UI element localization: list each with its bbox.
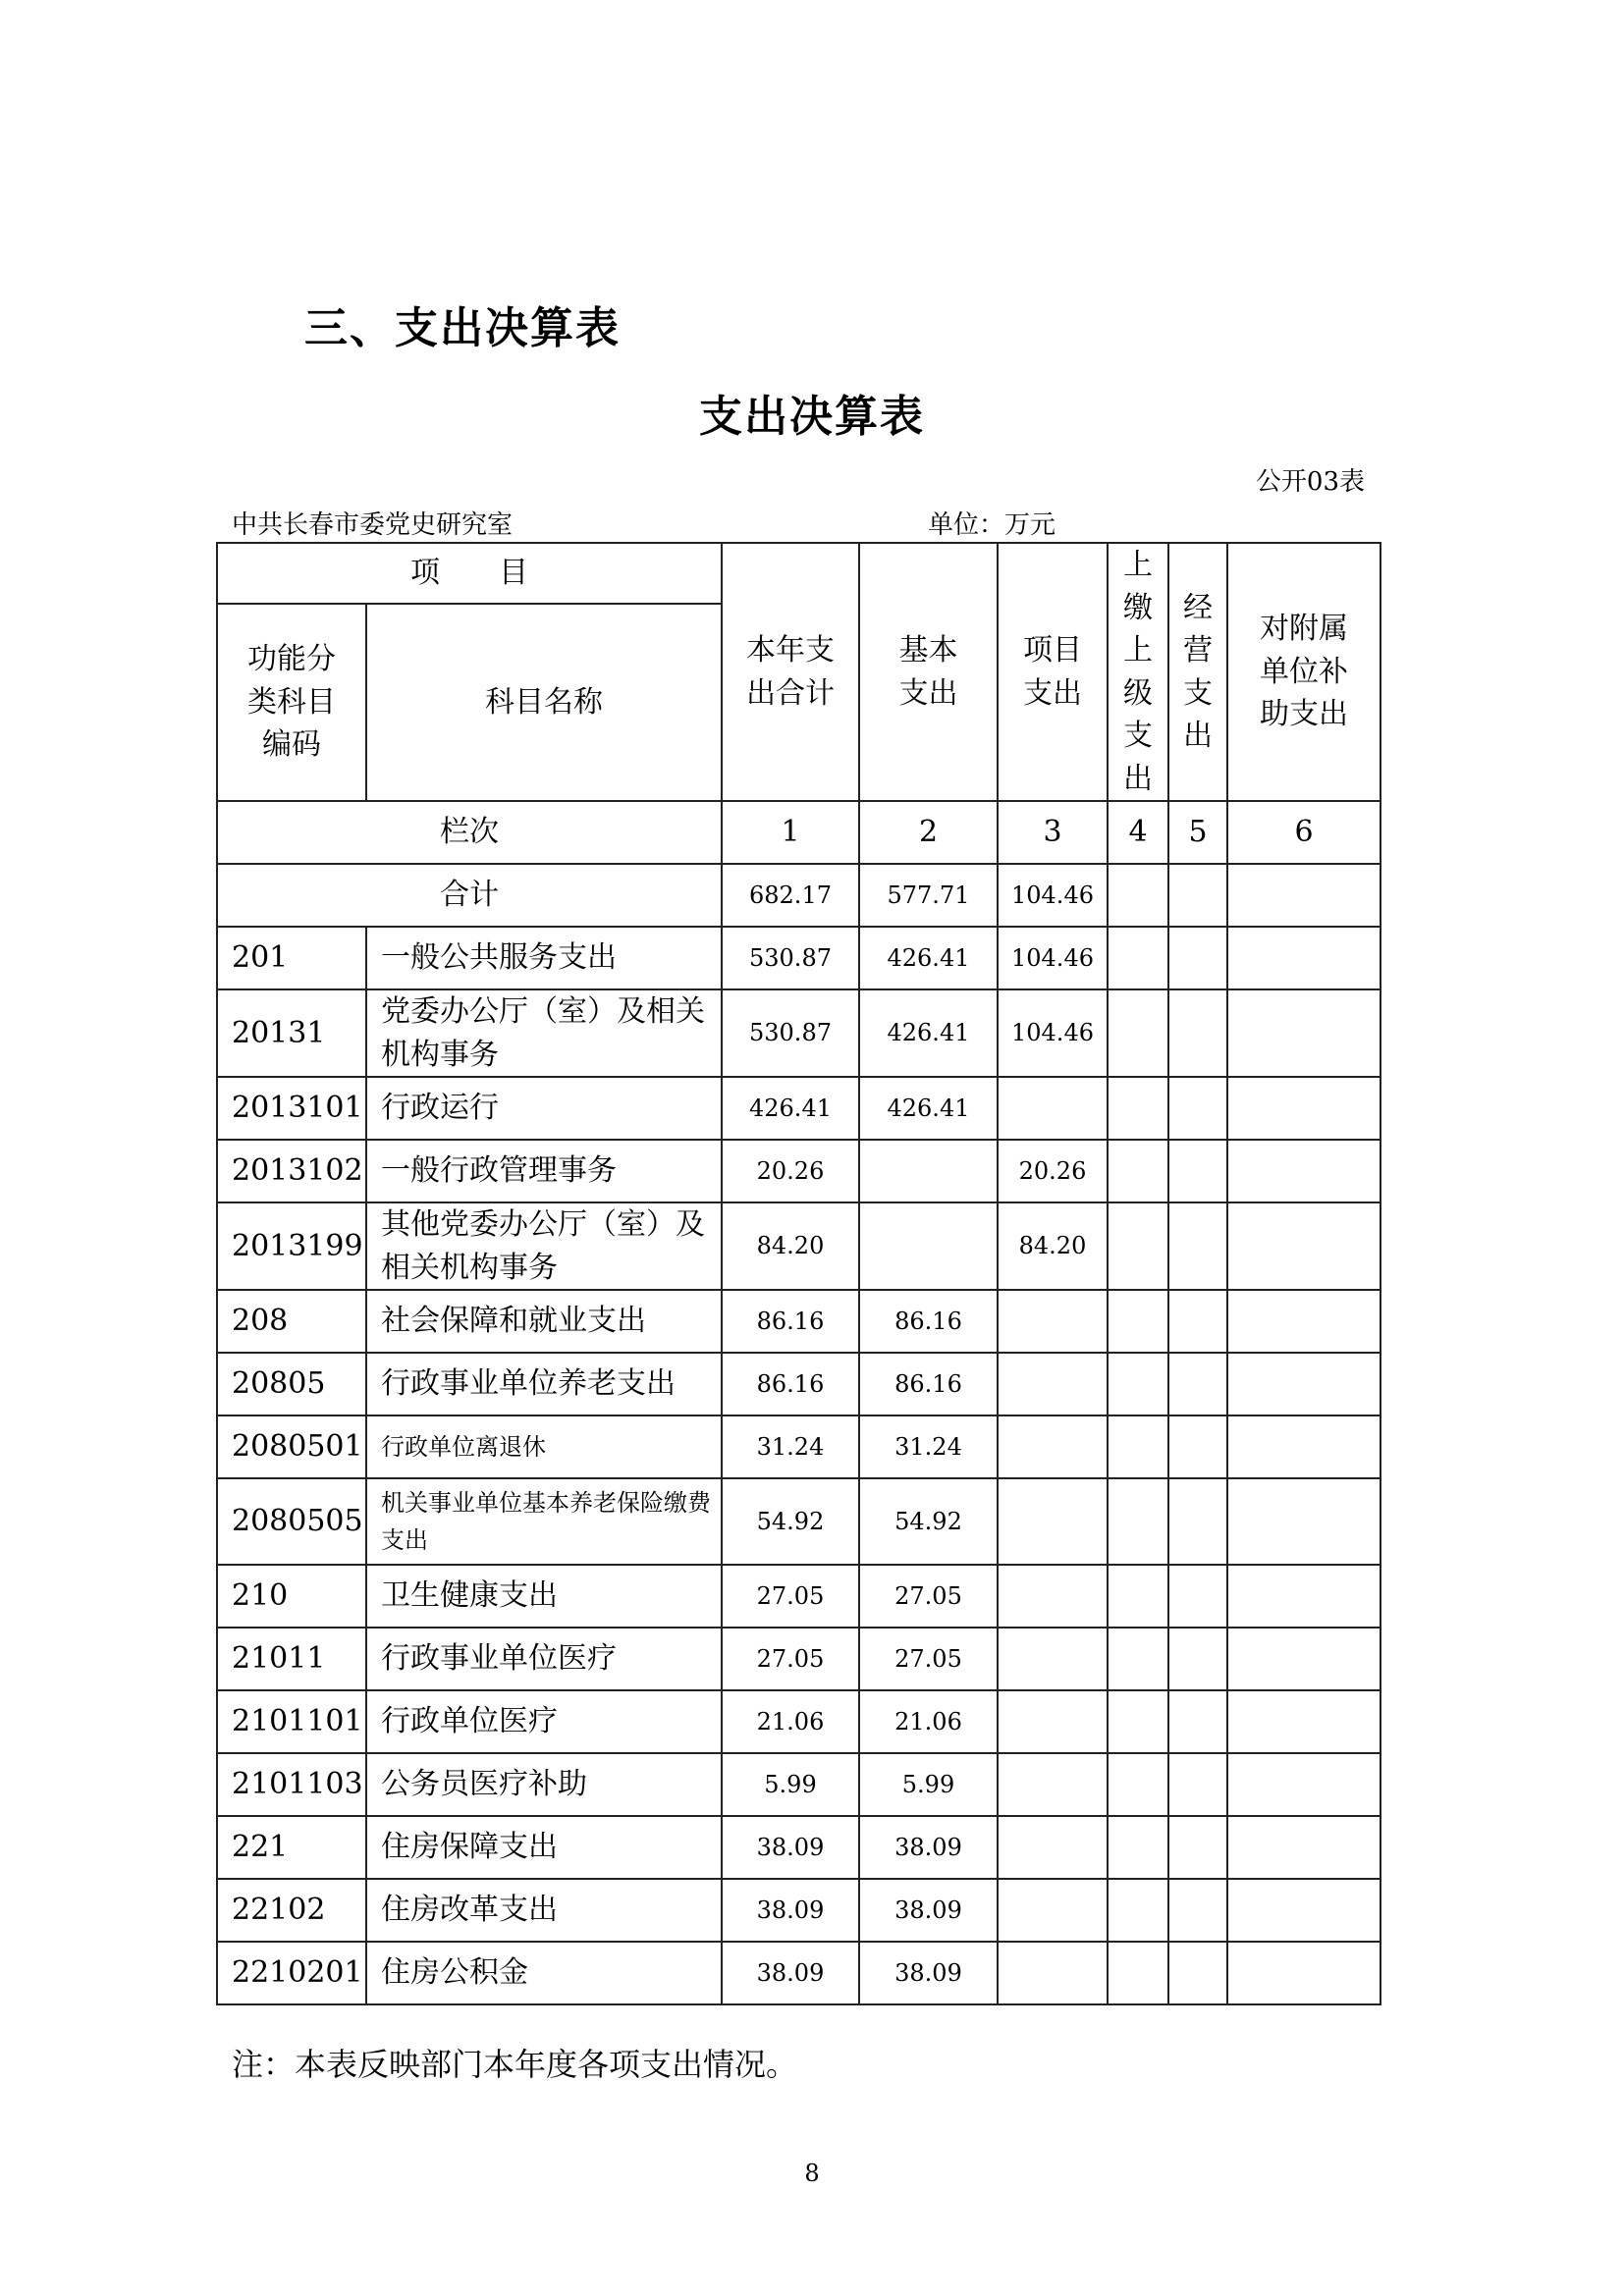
row-project xyxy=(998,1690,1108,1753)
row-business xyxy=(1168,1353,1227,1415)
row-subsidy xyxy=(1227,1942,1380,2004)
table-title: 支出决算表 xyxy=(699,392,925,442)
row-project xyxy=(998,1290,1108,1353)
table-row xyxy=(217,1202,1380,1290)
row-upper xyxy=(1108,1202,1168,1290)
row-project xyxy=(998,1415,1108,1478)
column-number: 5 xyxy=(1168,801,1227,864)
expenditure-table xyxy=(216,542,1381,2005)
row-name: 社会保障和就业支出 xyxy=(366,1290,722,1353)
table-row xyxy=(217,1353,1380,1415)
row-code: 2080501 xyxy=(217,1415,366,1478)
page-number: 8 xyxy=(804,2160,820,2187)
row-total: 27.05 xyxy=(722,1628,859,1690)
row-upper xyxy=(1108,1690,1168,1753)
row-upper xyxy=(1108,1353,1168,1415)
row-project: 20.26 xyxy=(998,1140,1108,1202)
table-note: 注：本表反映部门本年度各项支出情况。 xyxy=(232,2046,798,2083)
row-basic xyxy=(859,1140,998,1202)
row-code: 2101101 xyxy=(217,1690,366,1753)
row-subsidy xyxy=(1227,1565,1380,1628)
column-number: 2 xyxy=(859,801,998,864)
row-subsidy xyxy=(1227,1415,1380,1478)
row-business xyxy=(1168,1415,1227,1478)
row-upper xyxy=(1108,1628,1168,1690)
row-code: 21011 xyxy=(217,1628,366,1690)
row-business xyxy=(1168,927,1227,989)
row-basic xyxy=(859,1202,998,1290)
row-code: 2013102 xyxy=(217,1140,366,1202)
row-upper xyxy=(1108,1290,1168,1353)
row-business xyxy=(1168,1879,1227,1942)
row-name: 行政运行 xyxy=(366,1077,722,1140)
table-row xyxy=(217,1879,1380,1942)
sum-basic: 577.71 xyxy=(859,864,998,927)
row-subsidy xyxy=(1227,1140,1380,1202)
row-total: 27.05 xyxy=(722,1565,859,1628)
row-code: 210 xyxy=(217,1565,366,1628)
row-subsidy xyxy=(1227,1290,1380,1353)
header-subsidy: 对附属 单位补 助支出 xyxy=(1227,543,1380,801)
row-upper xyxy=(1108,1816,1168,1879)
table-row xyxy=(217,1628,1380,1690)
row-total: 21.06 xyxy=(722,1690,859,1753)
sum-label: 合计 xyxy=(217,864,722,927)
row-total: 5.99 xyxy=(722,1753,859,1816)
header-upper: 上 缴 上 级 支 出 xyxy=(1108,543,1168,801)
header-project: 项目 支出 xyxy=(998,543,1108,801)
row-project: 84.20 xyxy=(998,1202,1108,1290)
row-total: 530.87 xyxy=(722,927,859,989)
row-total: 31.24 xyxy=(722,1415,859,1478)
row-subsidy xyxy=(1227,1628,1380,1690)
row-code: 201 xyxy=(217,927,366,989)
sum-upper xyxy=(1108,864,1168,927)
row-project xyxy=(998,1628,1108,1690)
row-subsidy xyxy=(1227,1753,1380,1816)
row-basic: 426.41 xyxy=(859,1077,998,1140)
row-upper xyxy=(1108,1879,1168,1942)
column-number-row xyxy=(217,801,1380,864)
row-name: 行政事业单位医疗 xyxy=(366,1628,722,1690)
row-project: 104.46 xyxy=(998,927,1108,989)
row-total: 86.16 xyxy=(722,1290,859,1353)
organization-name: 中共长春市委党史研究室 xyxy=(232,510,514,540)
row-name: 行政单位离退休 xyxy=(366,1415,722,1478)
table-row xyxy=(217,1478,1380,1565)
row-business xyxy=(1168,1753,1227,1816)
row-basic: 426.41 xyxy=(859,927,998,989)
row-total: 20.26 xyxy=(722,1140,859,1202)
row-total: 38.09 xyxy=(722,1879,859,1942)
form-number: 公开03表 xyxy=(1255,467,1365,497)
sum-business xyxy=(1168,864,1227,927)
row-basic: 38.09 xyxy=(859,1942,998,2004)
table-row xyxy=(217,1077,1380,1140)
row-business xyxy=(1168,1077,1227,1140)
section-title: 三、支出决算表 xyxy=(304,303,621,353)
column-number: 3 xyxy=(998,801,1108,864)
row-project xyxy=(998,1565,1108,1628)
row-upper xyxy=(1108,1077,1168,1140)
row-code: 2080505 xyxy=(217,1478,366,1565)
row-code: 22102 xyxy=(217,1879,366,1942)
row-project xyxy=(998,1879,1108,1942)
row-code: 20131 xyxy=(217,989,366,1077)
table-row xyxy=(217,1290,1380,1353)
row-subsidy xyxy=(1227,1077,1380,1140)
row-basic: 86.16 xyxy=(859,1353,998,1415)
sum-project: 104.46 xyxy=(998,864,1108,927)
sum-total: 682.17 xyxy=(722,864,859,927)
row-name: 一般行政管理事务 xyxy=(366,1140,722,1202)
row-code: 2101103 xyxy=(217,1753,366,1816)
row-total: 426.41 xyxy=(722,1077,859,1140)
row-business xyxy=(1168,1202,1227,1290)
row-basic: 27.05 xyxy=(859,1628,998,1690)
row-name: 住房改革支出 xyxy=(366,1879,722,1942)
sum-row xyxy=(217,864,1380,927)
row-code: 2210201 xyxy=(217,1942,366,2004)
row-subsidy xyxy=(1227,1816,1380,1879)
row-code: 208 xyxy=(217,1290,366,1353)
row-name: 党委办公厅（室）及相关机构事务 xyxy=(366,989,722,1077)
table-row xyxy=(217,927,1380,989)
row-basic: 86.16 xyxy=(859,1290,998,1353)
row-basic: 27.05 xyxy=(859,1565,998,1628)
row-upper xyxy=(1108,927,1168,989)
row-code: 20805 xyxy=(217,1353,366,1415)
row-project xyxy=(998,1077,1108,1140)
header-name: 科目名称 xyxy=(366,604,722,801)
table-row xyxy=(217,1140,1380,1202)
row-upper xyxy=(1108,1140,1168,1202)
row-name: 机关事业单位基本养老保险缴费支出 xyxy=(366,1478,722,1565)
column-number: 6 xyxy=(1227,801,1380,864)
row-project xyxy=(998,1353,1108,1415)
header-item: 项 目 xyxy=(217,543,722,604)
table-row xyxy=(217,1816,1380,1879)
row-total: 84.20 xyxy=(722,1202,859,1290)
table-row xyxy=(217,1565,1380,1628)
row-business xyxy=(1168,989,1227,1077)
row-business xyxy=(1168,1478,1227,1565)
header-code: 功能分 类科目 编码 xyxy=(217,604,366,801)
row-upper xyxy=(1108,1415,1168,1478)
row-name: 行政单位医疗 xyxy=(366,1690,722,1753)
row-name: 其他党委办公厅（室）及相关机构事务 xyxy=(366,1202,722,1290)
row-subsidy xyxy=(1227,927,1380,989)
row-subsidy xyxy=(1227,1690,1380,1753)
row-upper xyxy=(1108,1942,1168,2004)
row-basic: 21.06 xyxy=(859,1690,998,1753)
row-subsidy xyxy=(1227,1202,1380,1290)
row-upper xyxy=(1108,989,1168,1077)
row-name: 一般公共服务支出 xyxy=(366,927,722,989)
table-row xyxy=(217,1753,1380,1816)
row-business xyxy=(1168,1290,1227,1353)
row-basic: 5.99 xyxy=(859,1753,998,1816)
row-subsidy xyxy=(1227,1353,1380,1415)
unit-label: 单位：万元 xyxy=(928,510,1056,540)
table-row xyxy=(217,1942,1380,2004)
row-code: 221 xyxy=(217,1816,366,1879)
row-upper xyxy=(1108,1478,1168,1565)
row-total: 530.87 xyxy=(722,989,859,1077)
row-total: 54.92 xyxy=(722,1478,859,1565)
row-subsidy xyxy=(1227,989,1380,1077)
row-total: 38.09 xyxy=(722,1942,859,2004)
row-project xyxy=(998,1478,1108,1565)
row-business xyxy=(1168,1690,1227,1753)
row-business xyxy=(1168,1942,1227,2004)
header-basic: 基本 支出 xyxy=(859,543,998,801)
row-subsidy xyxy=(1227,1879,1380,1942)
row-basic: 38.09 xyxy=(859,1879,998,1942)
header-business: 经 营 支 出 xyxy=(1168,543,1227,801)
row-name: 住房保障支出 xyxy=(366,1816,722,1879)
row-code: 2013101 xyxy=(217,1077,366,1140)
row-business xyxy=(1168,1140,1227,1202)
column-number: 1 xyxy=(722,801,859,864)
row-name: 卫生健康支出 xyxy=(366,1565,722,1628)
sum-subsidy xyxy=(1227,864,1380,927)
row-upper xyxy=(1108,1565,1168,1628)
row-name: 住房公积金 xyxy=(366,1942,722,2004)
row-code: 2013199 xyxy=(217,1202,366,1290)
row-subsidy xyxy=(1227,1478,1380,1565)
row-business xyxy=(1168,1816,1227,1879)
row-basic: 426.41 xyxy=(859,989,998,1077)
row-basic: 31.24 xyxy=(859,1415,998,1478)
row-project xyxy=(998,1816,1108,1879)
row-business xyxy=(1168,1628,1227,1690)
row-upper xyxy=(1108,1753,1168,1816)
row-project: 104.46 xyxy=(998,989,1108,1077)
column-number: 4 xyxy=(1108,801,1168,864)
table-row xyxy=(217,1415,1380,1478)
header-total: 本年支 出合计 xyxy=(722,543,859,801)
row-basic: 54.92 xyxy=(859,1478,998,1565)
column-label: 栏次 xyxy=(217,801,722,864)
row-name: 行政事业单位养老支出 xyxy=(366,1353,722,1415)
row-total: 86.16 xyxy=(722,1353,859,1415)
row-total: 38.09 xyxy=(722,1816,859,1879)
row-basic: 38.09 xyxy=(859,1816,998,1879)
row-project xyxy=(998,1942,1108,2004)
row-project xyxy=(998,1753,1108,1816)
table-row xyxy=(217,989,1380,1077)
table-row xyxy=(217,1690,1380,1753)
row-business xyxy=(1168,1565,1227,1628)
row-name: 公务员医疗补助 xyxy=(366,1753,722,1816)
